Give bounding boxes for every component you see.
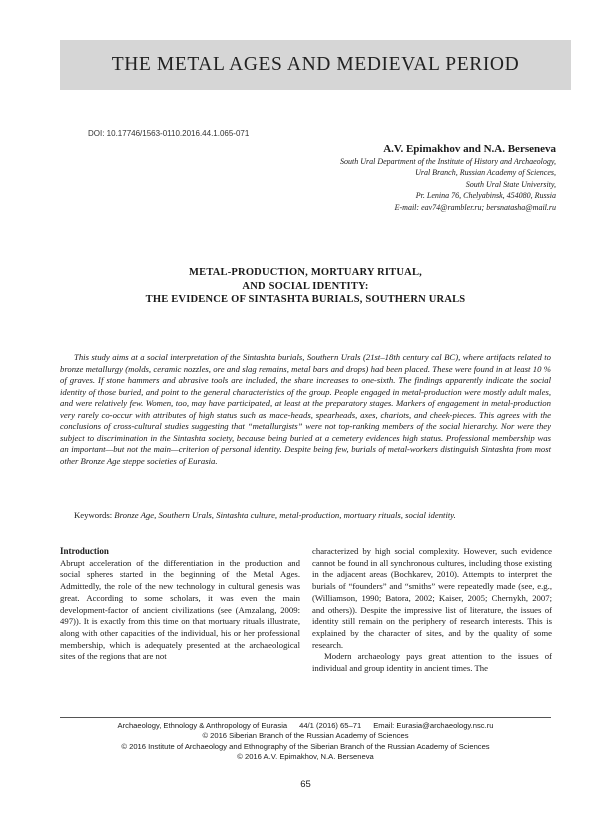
section-heading: Introduction bbox=[60, 546, 109, 556]
doi[interactable]: DOI: 10.17746/1563-0110.2016.44.1.065-071 bbox=[88, 129, 250, 138]
affiliation-line: South Ural State University, bbox=[465, 179, 556, 189]
keywords bbox=[60, 510, 551, 522]
title-line: AND SOCIAL IDENTITY: bbox=[242, 280, 369, 292]
body-paragraph: characterized by high social complexity. However, such evidence cannot be found in all synchronous cultures, including those existing in the adjacent areas (Bochkarev, 2010). Attempts to interpret the burials of “founders” and “smiths” were repeatedly made (see, e.g., (Williamson, 1990; Batora, 2002; Kaiser, 2005; Chernykh, 2007; and others)). Despite the impressive list of literature, the issues of identity still remain on the periphery of research interests. This is explained by the character of sites, and by the quality of some research. bbox=[312, 546, 552, 650]
journal-email[interactable]: Email: Eurasia@archaeology.nsc.ru bbox=[373, 721, 494, 730]
article-title bbox=[60, 266, 551, 307]
affiliation-line: Ural Branch, Russian Academy of Sciences, bbox=[415, 168, 556, 178]
left-column bbox=[60, 546, 300, 663]
section-banner bbox=[60, 40, 571, 90]
author-email[interactable]: E-mail: eav74@rambler.ru; bersnatasha@mail.ru bbox=[394, 202, 556, 212]
journal-issue: 44/1 (2016) 65–71 bbox=[299, 721, 362, 730]
copyright-line: © 2016 Siberian Branch of the Russian Academy of Sciences bbox=[202, 731, 409, 741]
copyright-line: © 2016 A.V. Epimakhov, N.A. Berseneva bbox=[237, 751, 374, 761]
right-column bbox=[312, 546, 552, 675]
footer bbox=[60, 721, 551, 762]
affiliation-line: Pr. Lenina 76, Chelyabinsk, 454080, Russia bbox=[415, 191, 556, 201]
body-paragraph: Modern archaeology pays great attention to the issues of individual and group identity in ancient times. The bbox=[312, 651, 552, 674]
title-line: THE EVIDENCE OF SINTASHTA BURIALS, SOUTHERN URALS bbox=[145, 294, 466, 306]
copyright-line: © 2016 Institute of Archaeology and Ethnography of the Siberian Branch of the Russian Academy of Sciences bbox=[121, 741, 490, 751]
journal-info-line bbox=[60, 721, 551, 731]
affiliation-line: South Ural Department of the Institute of History and Archaeology, bbox=[340, 157, 556, 166]
author-block bbox=[226, 142, 556, 213]
footer-divider bbox=[60, 717, 551, 718]
keywords-text: Bronze Age, Southern Urals, Sintashta culture, metal-production, mortuary rituals, social identity. bbox=[114, 510, 456, 520]
abstract: This study aims at a social interpretation of the Sintashta burials, Southern Urals (21st–18th century cal BC), where artifacts related to bronze metallurgy (molds, ceramic nozzles, ore and slag remains, metal bars and drops) had been placed. These were found in at least 10 % of graves. If stone hammers and abrasive tools are included, the share increases to one-sixth. The findings apparently indicate the social identity of those buried, and point to the general characteristics of the group. People engaged in metal-production were mostly adult males, and were relatively few. Women, too, may have participated, at least at the preparatory stages. Markers of engagement in metal-production very rarely co-occur with attributes of high status such as mace-heads, spearheads, axes, chariots, and cheek-pieces. This agrees with the conclusions of cross-cultural studies suggesting that “metallurgists” were not top-ranking members of the social hierarchy. Nor were they subject to discrimination in the Sintashta society, because being buried at a cemetery evidences high status. Professional membership was an important—but not the main—criterion of personal identity. Despite being few, burials of metal-workers distinguish Sintashta from most other Bronze Age steppe societies of Eurasia. bbox=[60, 352, 551, 466]
page-number: 65 bbox=[300, 779, 311, 790]
section-title: THE METAL AGES AND MEDIEVAL PERIOD bbox=[111, 54, 520, 75]
keywords-label: Keywords: bbox=[74, 510, 113, 520]
title-line: METAL-PRODUCTION, MORTUARY RITUAL, bbox=[189, 267, 422, 278]
journal-name: Archaeology, Ethnology & Anthropology of Eurasia bbox=[117, 721, 288, 730]
body-paragraph: Abrupt acceleration of the differentiation in the production and social spheres started in the beginning of the Metal Ages. Admittedly, the role of the new technology in cultural genesis was great. According to some scholars, it was even the main development-factor of ancient civilizations (see (Amzalang, 2009: 497)). It is exactly from this time on that mortuary rituals illustrate, along with other capacities of the individual, his or her professional membership, which is adequately presented at the archaeological sites of the regions that are not bbox=[60, 557, 300, 662]
author-names: A.V. Epimakhov and N.A. Berseneva bbox=[383, 143, 556, 155]
